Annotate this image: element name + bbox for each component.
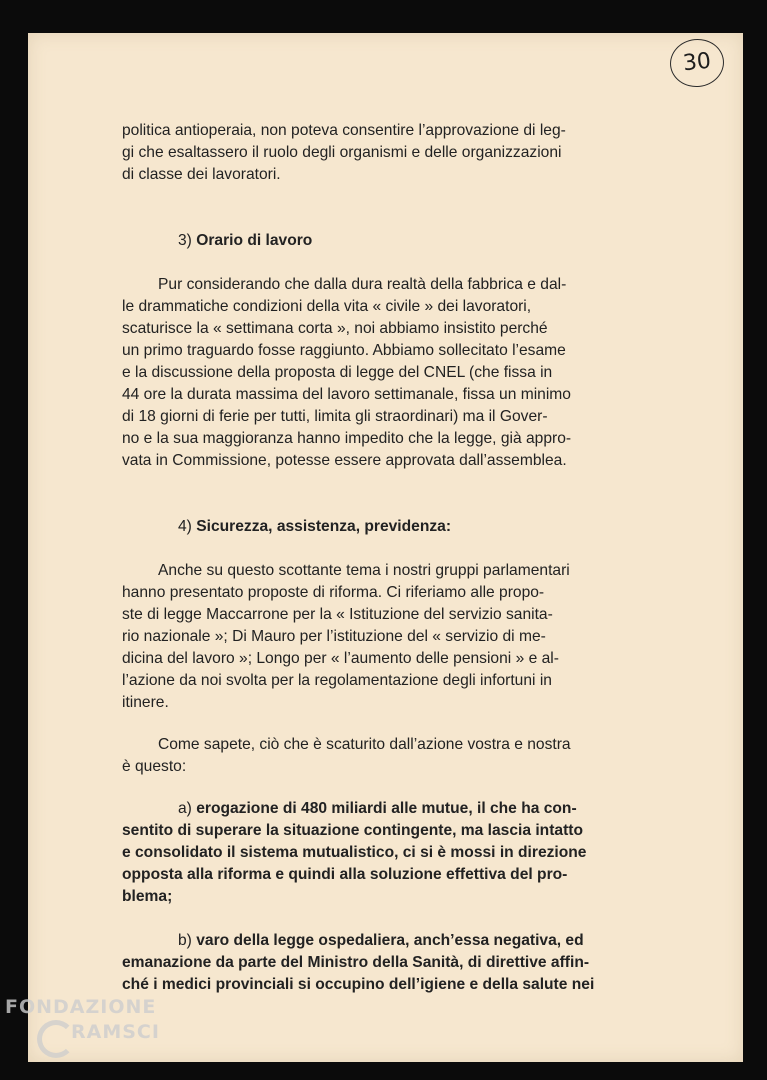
list-item-a-marker: a) xyxy=(178,800,192,817)
document-body xyxy=(122,120,645,996)
list-item-b-text: varo della legge ospedaliera, anch’essa negativa, ed emanazione da parte del Ministro della Sanità, di direttive affin- ché i medici provinciali si occupino dell’igiene e della salute nei xyxy=(122,932,595,993)
section-4-body: Anche su questo scottante tema i nostri gruppi parlamentari hanno presentato proposte di riforma. Ci riferiamo alle propo- ste di legge Maccarrone per la « Istituzione del servizio sanita- rio nazionale »; Di Mauro per l’istituzione del « servizio di me- dicina del lavoro »; Longo per « l’aumento delle pensioni » e al- l’azione da noi svolta per la regolamentazione degli infortuni in itinere. xyxy=(122,562,570,711)
handwritten-page-number: 30 xyxy=(668,36,727,89)
section-4-number: 4) xyxy=(178,518,192,535)
section-3-heading xyxy=(122,230,645,252)
list-item-a xyxy=(122,798,645,908)
list-item-b xyxy=(122,930,645,996)
list-item-b-marker: b) xyxy=(178,932,192,949)
fondazione-gramsci-watermark xyxy=(5,996,195,1076)
watermark-line-1: FONDAZIONE xyxy=(5,996,157,1018)
document-page xyxy=(28,33,743,1062)
intro-paragraph: politica antioperaia, non poteva consentire l’approvazione di leg- gi che esaltassero il ruolo degli organismi e delle organizzazioni di classe dei lavoratori. xyxy=(122,122,566,183)
section-4-heading xyxy=(122,516,645,538)
list-item-a-text: erogazione di 480 miliardi alle mutue, il che ha con- sentito di superare la situazione contingente, ma lascia intatto e consolidato il sistema mutualistico, ci si è mossi in direzione opposta alla riforma e quindi alla soluzione effettiva del pro- blema; xyxy=(122,800,587,905)
section-3-number: 3) xyxy=(178,232,192,249)
come-sapete-paragraph: Come sapete, ciò che è scaturito dall’azione vostra e nostra è questo: xyxy=(122,736,571,775)
section-3-title: Orario di lavoro xyxy=(196,232,313,249)
section-4-title: Sicurezza, assistenza, previdenza: xyxy=(196,518,452,535)
watermark-g-logo-icon xyxy=(37,1020,75,1058)
section-3-body: Pur considerando che dalla dura realtà della fabbrica e dal- le drammatiche condizioni della vita « civile » dei lavoratori, scaturisce la « settimana corta », noi abbiamo insistito perché un primo traguardo fosse raggiunto. Abbiamo sollecitato l’esame e la discussione della proposta di legge del CNEL (che fissa in 44 ore la durata massima del lavoro settimanale, fissa un minimo di 18 giorni di ferie per tutti, limita gli straordinari) ma il Gover- no e la sua maggioranza hanno impedito che la legge, già appro- vata in Commissione, potesse essere approvata dall’assemblea. xyxy=(122,276,572,469)
watermark-line-2: RAMSCI xyxy=(71,1021,160,1043)
